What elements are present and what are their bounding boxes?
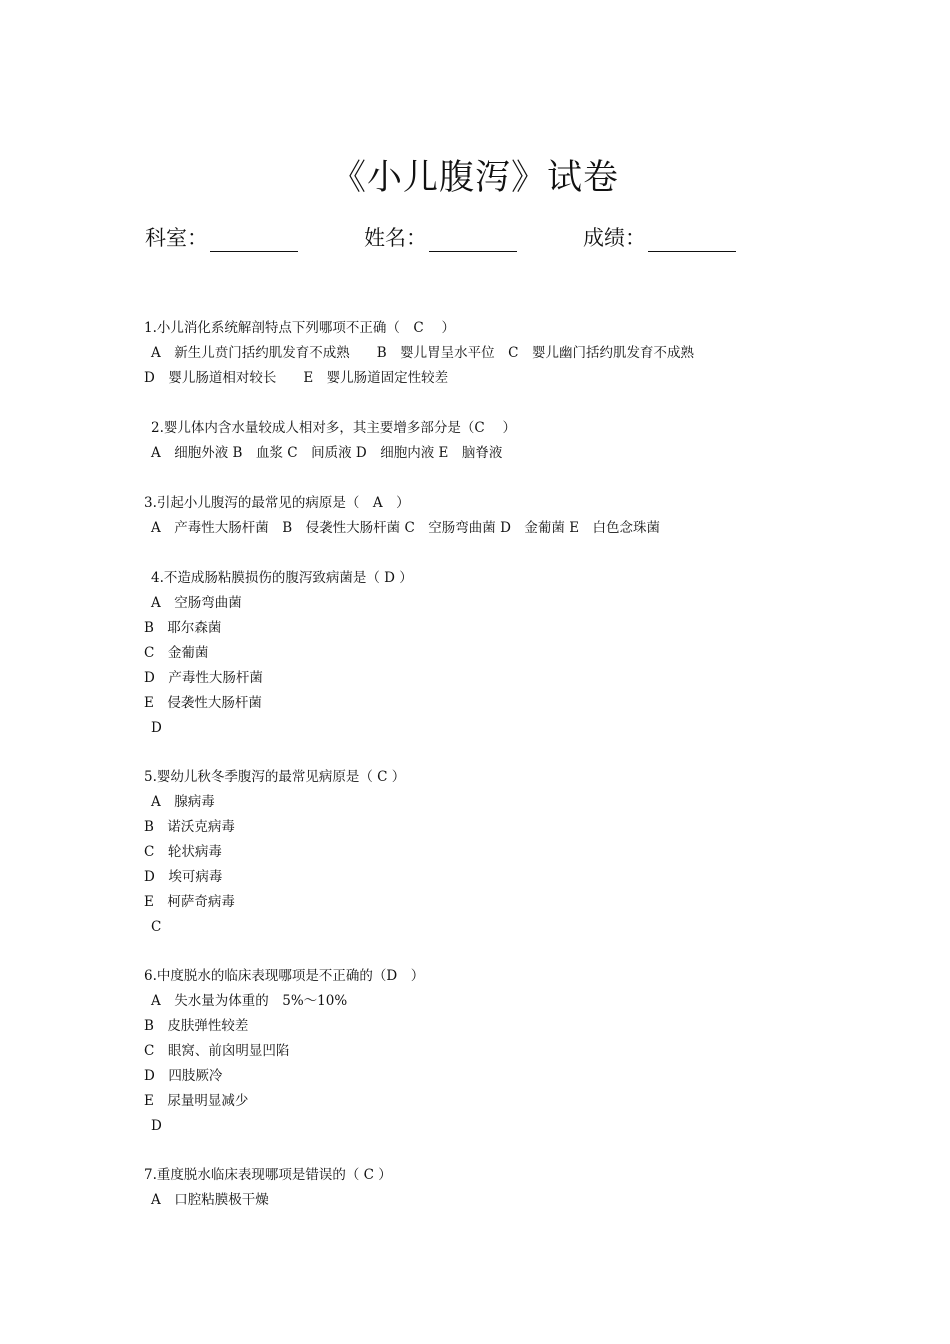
question-stem: 6.中度脱水的临床表现哪项是不正确的（D ） <box>144 968 425 984</box>
option-d: D 产毒性大肠杆菌 <box>144 670 263 686</box>
field-department <box>145 222 298 252</box>
option-c: C 轮状病毒 <box>144 844 222 860</box>
header-fields <box>145 222 865 252</box>
question-stem: 4.不造成肠粘膜损伤的腹泻致病菌是（ D ） <box>151 570 413 586</box>
option-a: A 空肠弯曲菌 <box>151 595 242 611</box>
question-stem: 2.婴儿体内含水量较成人相对多，其主要增多部分是（C ） <box>151 420 517 436</box>
answer-key: C <box>151 919 162 935</box>
question-stem: 7.重度脱水临床表现哪项是错误的（ C ） <box>144 1167 392 1183</box>
option-c: C 眼窝、前囟明显凹陷 <box>144 1043 290 1059</box>
question-4 <box>0 566 950 741</box>
field-name-blank[interactable] <box>429 231 517 252</box>
field-score-label: 成绩： <box>583 226 646 250</box>
field-score <box>583 222 736 252</box>
option-line: D 婴儿肠道相对较长 E 婴儿肠道固定性较差 <box>144 370 449 386</box>
option-e: E 侵袭性大肠杆菌 <box>144 695 262 711</box>
question-3 <box>0 491 950 541</box>
question-6 <box>0 964 950 1139</box>
option-a: A 腺病毒 <box>151 794 215 810</box>
question-5 <box>0 765 950 940</box>
field-name-label: 姓名： <box>364 226 427 250</box>
option-d: D 埃可病毒 <box>144 869 223 885</box>
option-e: E 柯萨奇病毒 <box>144 894 235 910</box>
question-stem: 1.小儿消化系统解剖特点下列哪项不正确（ C ） <box>144 320 456 336</box>
option-c: C 金葡菌 <box>144 645 209 661</box>
question-2 <box>0 416 950 466</box>
option-e: E 尿量明显减少 <box>144 1093 249 1109</box>
answer-key: D <box>151 1118 162 1134</box>
exam-title: 《小儿腹泻》试卷 <box>330 158 619 198</box>
question-stem: 3.引起小儿腹泻的最常见的病原是（ A ） <box>144 495 410 511</box>
option-b: B 诺沃克病毒 <box>144 819 235 835</box>
option-line: A 产毒性大肠杆菌 B 侵袭性大肠杆菌 C 空肠弯曲菌 D 金葡菌 E 白色念珠菌 <box>151 520 661 536</box>
option-a: A 口腔粘膜极干燥 <box>151 1192 269 1208</box>
field-score-blank[interactable] <box>648 231 736 252</box>
option-a: A 失水量为体重的 5%～10% <box>151 993 348 1009</box>
option-line: A 新生儿贲门括约肌发育不成熟 B 婴儿胃呈水平位 C 婴儿幽门括约肌发育不成熟 <box>151 345 694 361</box>
answer-key: D <box>151 720 162 736</box>
option-b: B 耶尔森菌 <box>144 620 222 636</box>
field-name <box>364 222 517 252</box>
question-7 <box>0 1163 950 1213</box>
option-d: D 四肢厥冷 <box>144 1068 223 1084</box>
question-stem: 5.婴幼儿秋冬季腹泻的最常见病原是（ C ） <box>144 769 406 785</box>
field-department-label: 科室： <box>145 226 208 250</box>
question-1 <box>0 316 950 391</box>
field-department-blank[interactable] <box>210 231 298 252</box>
option-line: A 细胞外液 B 血浆 C 间质液 D 细胞内液 E 脑脊液 <box>151 445 503 461</box>
option-b: B 皮肤弹性较差 <box>144 1018 249 1034</box>
